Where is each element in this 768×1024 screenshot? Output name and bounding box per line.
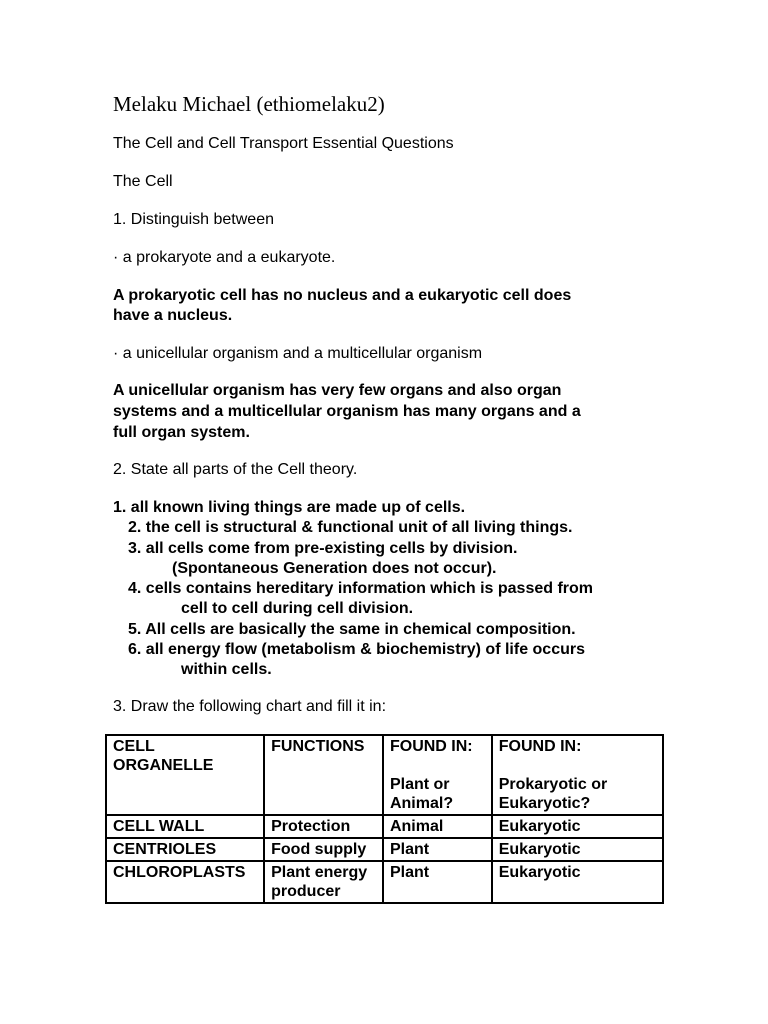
cell-theory-line: 3. all cells come from pre-existing cells by division. — [128, 539, 518, 557]
question-1-part-b: · a unicellular organism and a multicellular organism — [113, 345, 483, 362]
organelle-cell: CHLOROPLASTS — [106, 861, 264, 903]
cell-theory-line: within cells. — [181, 661, 272, 679]
cell-theory-line: 1. all known living things are made up of cells. — [113, 499, 466, 516]
header-organelle-label: CELL ORGANELLE — [113, 738, 214, 774]
header-found-in-label: FOUND IN: — [498, 738, 582, 755]
function-cell: Protection — [264, 815, 383, 838]
function-cell: Plant energy producer — [264, 861, 383, 903]
header-cell-found-in-2 — [492, 735, 663, 815]
cell-theory-line: 4. cells contains hereditary information which is passed from — [128, 580, 594, 598]
table-row — [106, 815, 663, 838]
header-plant-or-animal: Plant or Animal? — [389, 776, 454, 812]
organelle-cell: CELL WALL — [106, 815, 264, 838]
plant-animal-cell: Plant — [383, 838, 492, 861]
cell-type-cell: Eukaryotic — [492, 838, 663, 861]
plant-animal-cell: Animal — [383, 815, 492, 838]
question-3-prompt: 3. Draw the following chart and fill it in: — [113, 698, 387, 715]
answer-a-line-1: A prokaryotic cell has no nucleus and a eukaryotic cell does — [113, 287, 572, 304]
header-cell-organelle — [106, 735, 264, 815]
function-cell: Food supply — [264, 838, 383, 861]
cell-theory-line: cell to cell during cell division. — [181, 600, 414, 618]
answer-b-line-3: full organ system. — [113, 424, 250, 441]
header-found-in-label: FOUND IN: — [389, 738, 473, 755]
cell-theory-line: 5. All cells are basically the same in chemical composition. — [128, 620, 576, 638]
header-prokaryotic-or-eukaryotic: Prokaryotic or Eukaryotic? — [498, 776, 608, 812]
plant-animal-cell: Plant — [383, 861, 492, 903]
header-functions-label: FUNCTIONS — [271, 738, 365, 755]
cell-theory-line: 6. all energy flow (metabolism & biochemistry) of life occurs — [128, 641, 585, 659]
section-heading: The Cell — [113, 173, 173, 190]
table-row — [106, 838, 663, 861]
organelle-chart — [105, 734, 664, 904]
question-1-prompt: 1. Distinguish between — [113, 211, 274, 228]
cell-theory-line: 2. the cell is structural & functional unit of all living things. — [128, 519, 573, 537]
cell-type-cell: Eukaryotic — [492, 861, 663, 903]
document-title: The Cell and Cell Transport Essential Questions — [113, 135, 454, 152]
question-2-prompt: 2. State all parts of the Cell theory. — [113, 461, 358, 478]
organelle-cell: CENTRIOLES — [106, 838, 264, 861]
table-row — [106, 861, 663, 903]
answer-b-line-2: systems and a multicellular organism has many organs and a — [113, 403, 581, 420]
cell-theory-list — [113, 498, 593, 681]
cell-theory-line: (Spontaneous Generation does not occur). — [172, 559, 497, 577]
answer-a-line-2: have a nucleus. — [113, 307, 233, 324]
cell-type-cell: Eukaryotic — [492, 815, 663, 838]
question-1-part-a: · a prokaryote and a eukaryote. — [113, 249, 336, 266]
answer-b-line-1: A unicellular organism has very few organs and also organ — [113, 382, 562, 399]
header-cell-found-in-1 — [383, 735, 492, 815]
author-name: Melaku Michael (ethiomelaku2) — [113, 92, 385, 116]
header-cell-functions — [264, 735, 383, 815]
table-header-row — [106, 735, 663, 815]
